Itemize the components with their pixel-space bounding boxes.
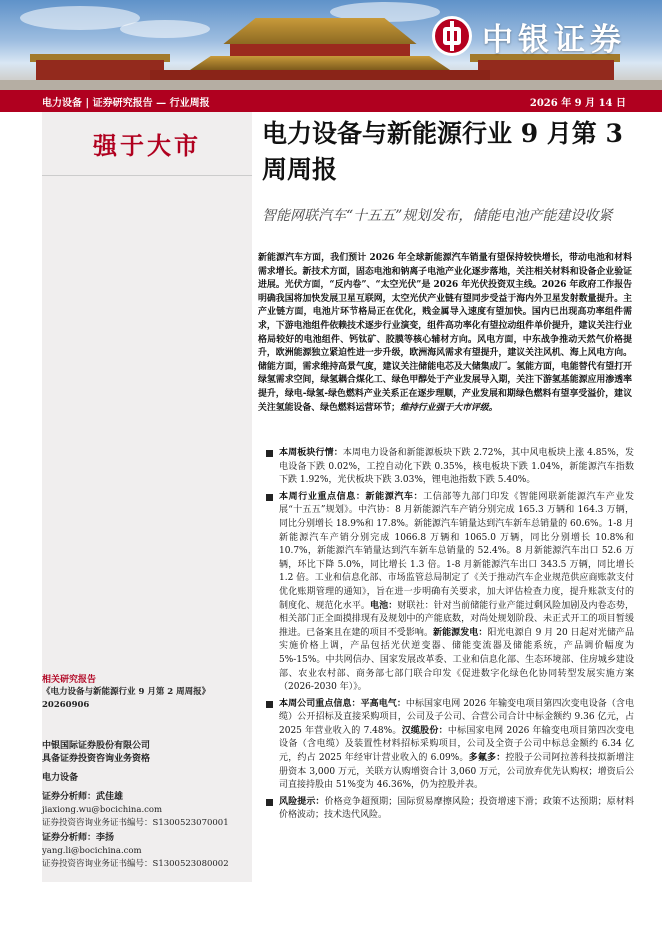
bullet-heading: 本周板块行情： <box>279 448 343 458</box>
square-bullet-icon <box>266 701 273 708</box>
analyst-2-name: 证券分析师：李扬 <box>42 833 115 843</box>
square-bullet-icon <box>266 450 273 457</box>
square-bullet-icon <box>266 799 273 806</box>
bullet-list <box>266 447 634 826</box>
bullet-market <box>266 447 634 488</box>
bullet-risk <box>266 796 634 823</box>
breadcrumb: 电力设备 | 证券研究报告 — 行业周报 <box>42 98 210 109</box>
company-label: 平高电气： <box>360 698 406 709</box>
report-date: 2026 年 9 月 14 日 <box>529 98 626 109</box>
related-report-item[interactable]: 《电力设备与新能源行业 9 月第 2 周周报》20260906 <box>42 687 211 710</box>
boc-logo-icon <box>432 16 472 56</box>
palace-roof <box>205 18 435 44</box>
company-text: 中标国家电网 2026 年输变电项目第四次变电设备（含电缆）公开招标及直接采购项目，公司及子公司、合营公司合计中标金额约 9.36 亿元，占 2025 年营业收入的 7.48%。 <box>279 698 634 736</box>
summary-rating-text: 维持行业强于大市评级。 <box>400 402 498 413</box>
sector-label: 电力设备 <box>42 773 79 783</box>
analyst-1-name: 证券分析师：武佳雄 <box>42 792 124 802</box>
subsection-label: 电池： <box>370 600 398 611</box>
report-title: 电力设备与新能源行业 9 月第 3 周周报 <box>262 119 623 184</box>
bullet-text: 本周电力设备和新能源板块下跌 2.72%，其中风电板块上涨 4.85%，发电设备下跌 0.02%，工控自动化下跌 0.35%，核电板块下跌 1.04%，新能源汽车指数下跌 1.92%，光伏板块下跌 3.03%，锂电池指数下跌 5.40%。 <box>279 448 634 486</box>
report-subtitle: 智能网联汽车“十五五”规划发布，储能电池产能建设收紧 <box>262 208 613 224</box>
bullet-text: 价格竞争超预期；国际贸易摩擦风险；投资增速下滑；政策不达预期；原材料价格波动；技术迭代风险。 <box>279 796 634 821</box>
logo-text: 中银证券 <box>482 21 626 58</box>
cloud-shape <box>120 20 210 38</box>
subsection-text: 阳光电源自 9 月 20 日起对光储产品实施价格上调，产品包括光伏逆变器、储能变流器及储能系统，产品调价幅度为 5%-15%。中共网信办、国家发展改革委、工业和信息化部、生态环境部、住房城乡建设部、农业农村部、商务部七部门联合印发《促进数字化绿色化协同转型发展实施方案（2026-2030 年）》。 <box>279 627 634 693</box>
palace-lower-roof <box>190 56 450 70</box>
analyst-1-email[interactable]: jiaxiong.wu@bocichina.com <box>42 805 163 815</box>
subsection-label: 新能源发电： <box>433 627 488 638</box>
bullet-heading: 本周公司重点信息： <box>279 698 361 709</box>
palace-ground <box>0 80 662 90</box>
company-qualification: 具备证券投资咨询业务资格 <box>42 754 151 764</box>
bullet-heading: 风险提示： <box>279 796 325 807</box>
company-logo <box>432 8 654 64</box>
analyst-2-cert: 证券投资咨询业务证书编号：S1300523080002 <box>42 859 229 869</box>
rating-label: 强于大市 <box>42 112 252 176</box>
sidebar-panel <box>42 112 252 882</box>
summary-main-text: 新能源汽车方面，我们预计 2026 年全球新能源汽车销量有望保持较快增长，带动电池和材料需求增长。新技术方面，固态电池和钠离子电池产业化逐步落地，关注相关材料和设备企业验证进展。光伏方面，“反内卷”、“太空光伏”是 2026 年光伏投资双主线。2026 年政府工作报告明确我国将加快发展卫星互联网，太空光伏产业链有望同步受益于海内外卫星发射数量提升。主产业链方面，电池片环节格局正在优化，贱金属导入速度有望加快。国内已出现高功率组件需求，下游电池组件依赖技术逐步行业演变，组件高功率化有望拉动组件单价提升，建议关注行业格局较好的电池组件、钙钛矿、胶膜等核心辅材方向。风电方面，中东战争推动天然气价格提升，欧洲能源独立紧迫性进一步升级，欧洲海风需求有望提升，建议关注风机、海上风电方向。储能方面，需求维持高景气度，建议关注储能电芯及大储集成厂。氢能方面，电能替代有望打开绿氢需求空间，绿氢耦合煤化工、绿色甲醇处于产业发展导入期，关注下游氢基能源应用渗透率提升，绿电-绿氢-绿色燃料产业关系正在逐步理顺，产业发展和期绿色燃料有望享受溢价，建议关注氢能设备、绿色燃料运营环节； <box>258 253 632 413</box>
company-text: 中标国家电网 2026 年输变电项目第四次变电设备（含电缆）及装置性材料招标采购项目，公司及全资子公司中标总金额约 6.34 亿元，约占 2025 年经审计营业收入的 6.09%。 <box>279 725 634 764</box>
analyst-1-cert: 证券投资咨询业务证书编号：S1300523070001 <box>42 818 229 828</box>
company-name: 中银国际证券股份有限公司 <box>42 741 151 751</box>
square-bullet-icon <box>266 494 273 501</box>
subsection-text: 财联社：针对当前储能行业产能过剩风险加剧及内卷态势，相关部门正全面摸排现有及规划中的产能底数，对尚处规划阶段、未正式开工的项目暂缓推进。已备案且在建的项目不受影响。 <box>279 600 634 638</box>
palace-side-hall <box>36 60 164 82</box>
subsection-text: 工信部等九部门印发《智能网联新能源汽车产业发展“十五五”规划》。中汽协：8 月新能源汽车产销分别完成 165.3 万辆和 164.3 万辆，同比分别增长 18.9%和 17.8%。新能源汽车销量达到汽车新车总销量的 60.6%。1-8 月新能源汽车产销分别完成 1066.8 万辆和 1065.0 万辆，同比分别增长 10.8%和 10.7%，新能源汽车销量达到汽车新车总销量的 52.4%。8 月新能源汽车出口 52.6 万辆，环比下降 5.0%，同比增长 1.3 倍。1-8 月新能源汽车出口 343.5 万辆，同比增长 1.2 倍。工业和信息化部、市场监管总局制定了《关于推动汽车企业规范供应商账款支付 优化账期管理的通知》，旨在进一步明确有关要求，加大评估检查力度，提升账款支付的制度化、规范化水平。 <box>279 491 634 611</box>
subsection-label: 新能源汽车： <box>365 491 424 502</box>
analyst-2-email[interactable]: yang.li@bocichina.com <box>42 846 142 856</box>
bullet-company-news <box>266 698 634 793</box>
company-text: 控股子公司阿拉善科技拟新增注册资本 3,000 万元，关联方认购增资合计 3,060 万元，公司放弃优先认购权；增资后公司直接持股由 51%变为 46.36%，仍为控股并表。 <box>279 753 634 791</box>
related-reports-title: 相关研究报告 <box>42 675 97 685</box>
company-label: 多氟多： <box>468 753 506 764</box>
bullet-heading: 本周行业重点信息： <box>279 491 366 502</box>
company-label: 汉缆股份： <box>401 725 448 736</box>
bullet-industry-news <box>266 491 634 695</box>
summary-paragraph <box>258 252 632 415</box>
